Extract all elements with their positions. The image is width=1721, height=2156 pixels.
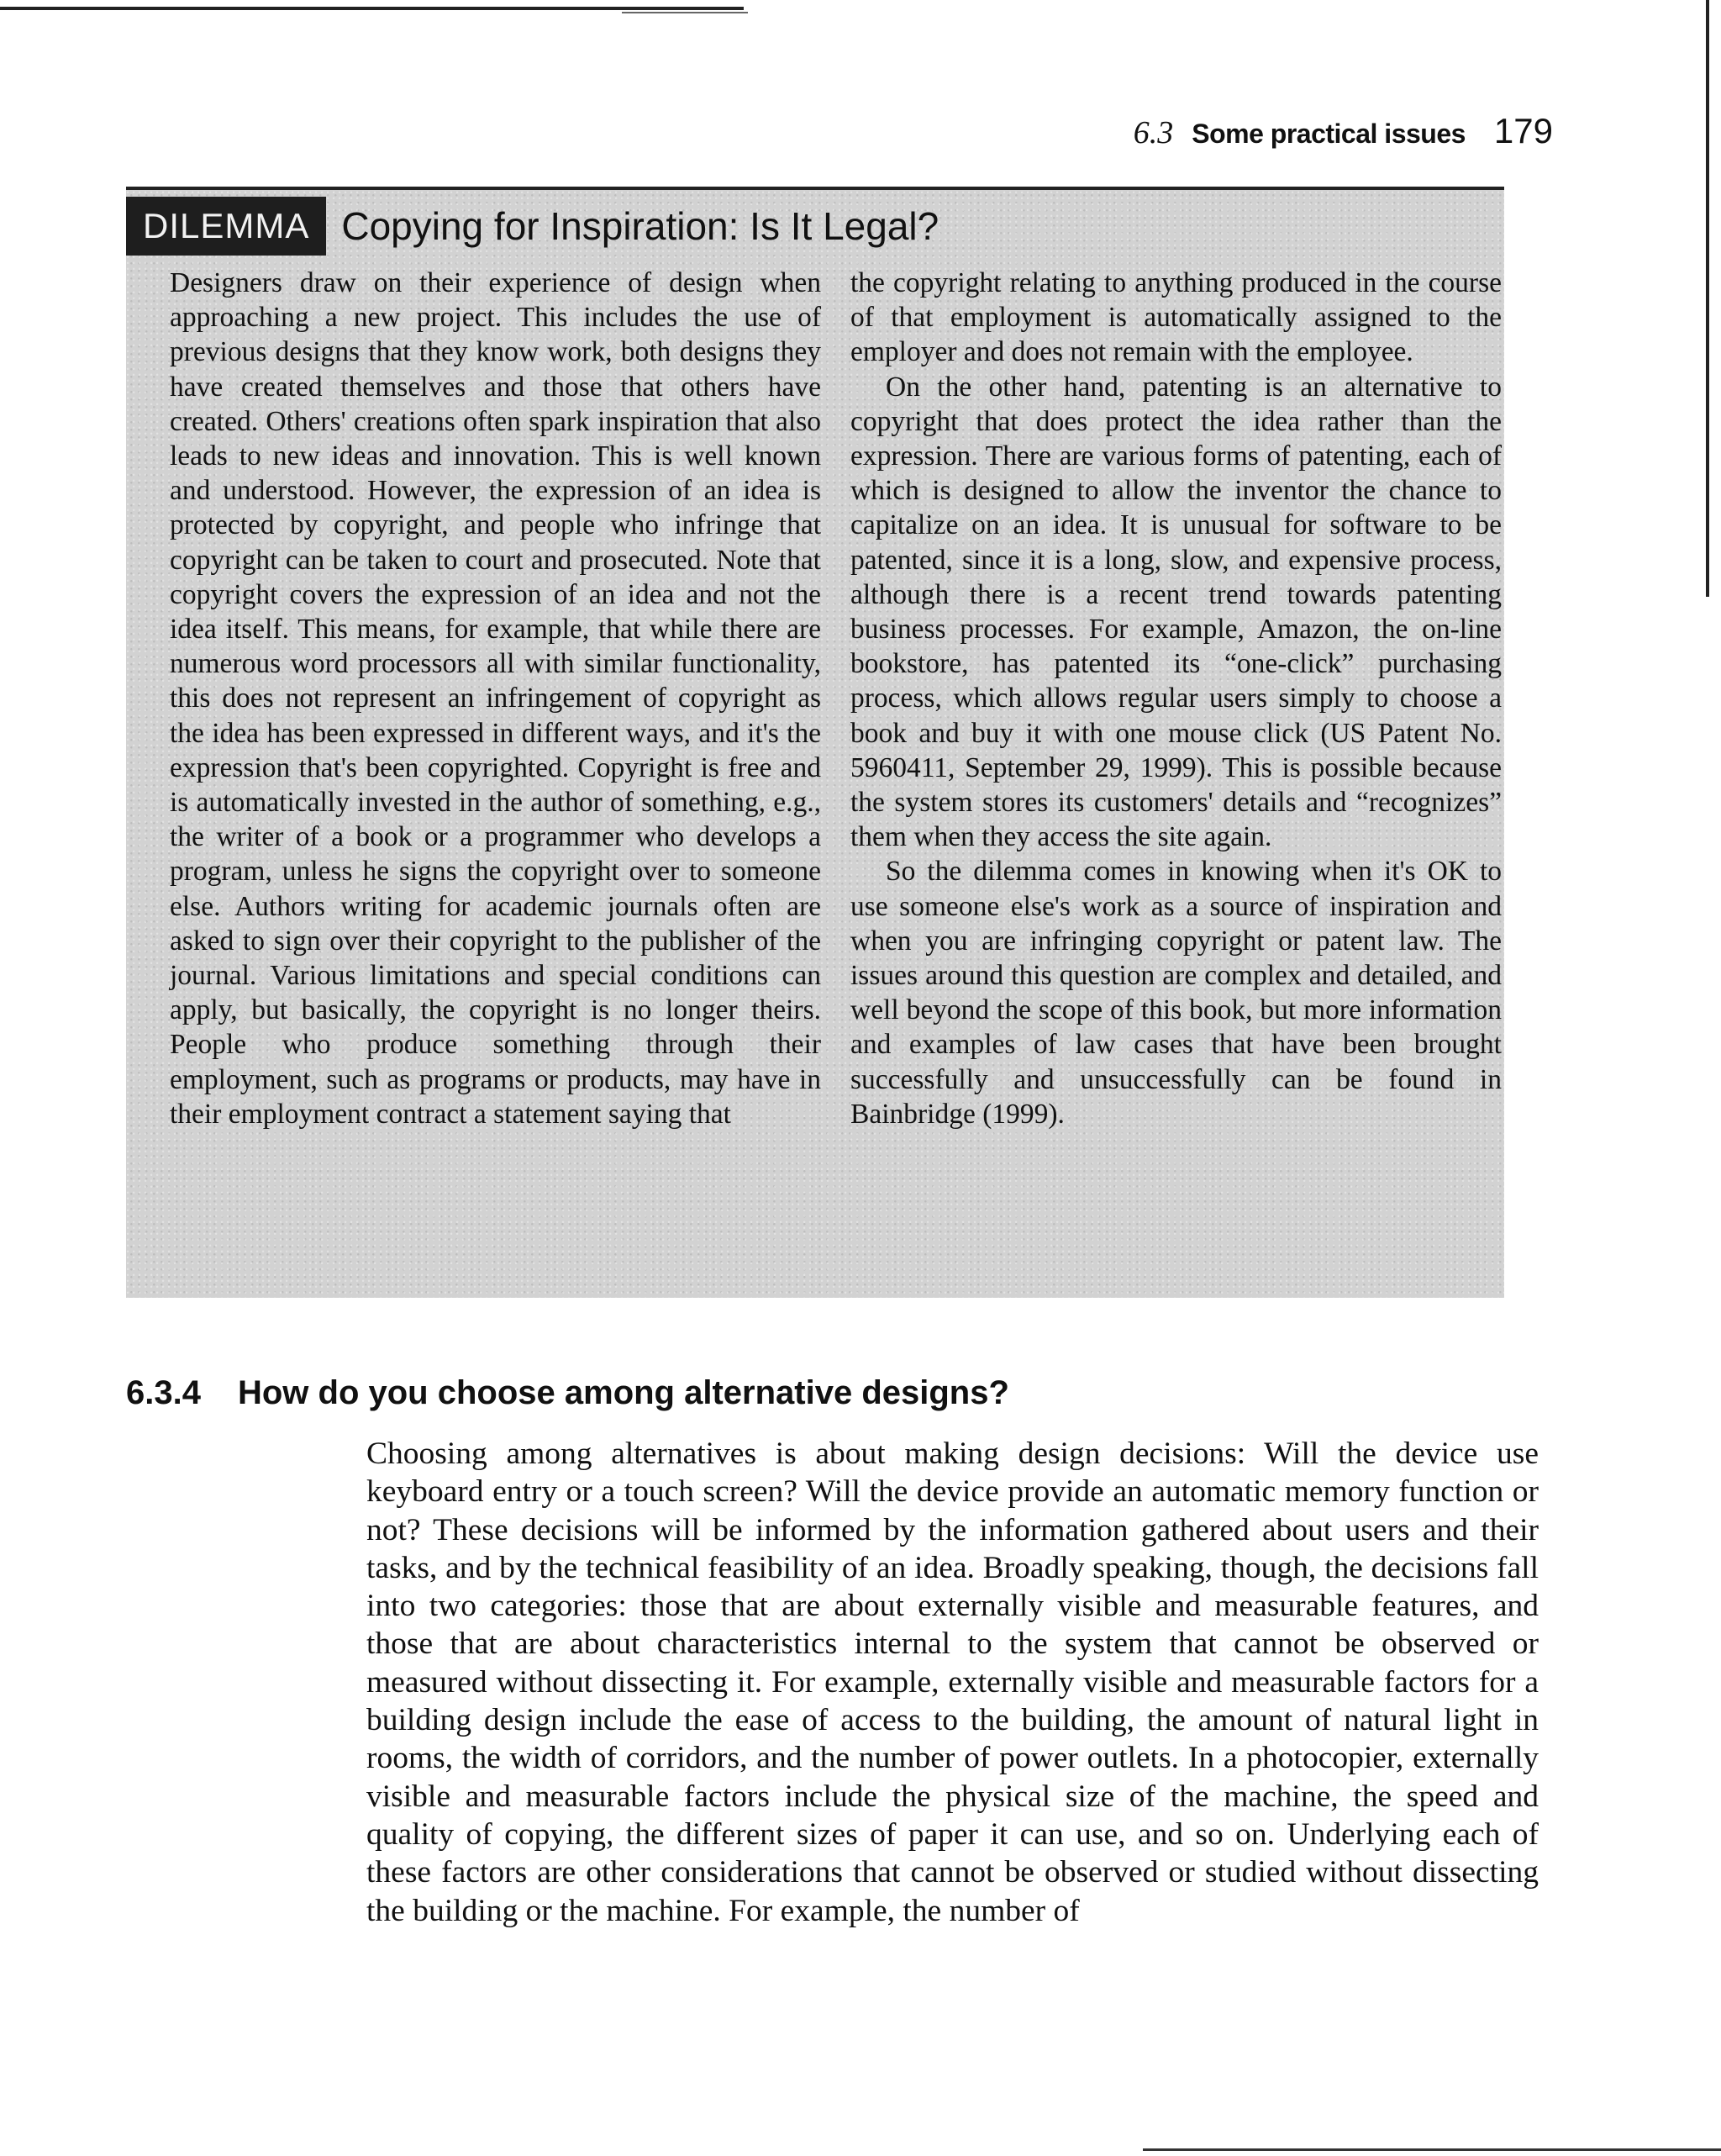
bottom-rule [1143,2148,1721,2151]
dilemma-title: Copying for Inspiration: Is It Legal? [341,204,939,248]
section-number: 6.3.4 [126,1374,201,1411]
dilemma-paragraph: Designers draw on their experience of design when approaching a new project. This includes the use of previous designs that they know work, both designs they have created themselves and those that others have created. Others' creations often spark inspiration that also leads to new ideas and innovation. This is well known and understood. However, the expression of an idea is protected by copyright, and people who infringe that copyright can be taken to court and prosecuted. Note that copyright covers the expression of an idea and not the idea itself. This means, for example, that while there are numerous word processors all with similar functionality, this does not represent an infringement of copyright as the idea has been expressed in different ways, and it's the expression that's been copyrighted. Copyright is free and is automatically invested in the author of something, e.g., the writer of a book or a programmer who develops a program, unless he signs the copyright over to someone else. Authors writing for academic journals often are asked to sign over their copyright to the publisher of the journal. Various limitations and special conditions can apply, but basically, the copyright is no longer theirs. People who produce something through their employment, such as programs or products, may have in their employment contract a statement saying that [170,267,821,1130]
side-rule [1706,0,1709,597]
section-heading [126,1374,1009,1412]
dilemma-paragraph: the copyright relating to anything produced in the course of that employment is automatically assigned to the employer and does not remain with the employee. [850,267,1502,368]
dilemma-paragraph: So the dilemma comes in knowing when it's OK to use someone else's work as a source of inspiration and when you are infringing copyright or patent law. The issues around this question are complex and detailed, and well beyond the scope of this book, but more information and examples of law cases that have been brought successfully and unsuccessfully can be found in Bainbridge (1999). [850,856,1502,1130]
section-title: How do you choose among alternative designs? [237,1374,1009,1411]
dilemma-tag: DILEMMA [126,197,326,256]
top-rule [0,7,744,10]
top-rule-thin [622,12,748,13]
section-body [366,1435,1539,1930]
dilemma-columns [170,266,1502,1131]
dilemma-header [126,197,939,256]
dilemma-right-column [850,266,1502,1131]
body-paragraph: Choosing among alternatives is about making design decisions: Will the device use keyboard entry or a touch screen? Will the device provide an automatic memory function or not? These decisions will be informed by the information gathered about users and their tasks, and by the technical feasibility of an idea. Broadly speaking, though, the decisions fall into two categories: those that are about externally visible and measurable features, and those that are about characteristics internal to the system that cannot be observed or measured without dissecting it. For example, externally visible and measurable factors for a building design include the ease of access to the building, the amount of natural light in rooms, the width of corridors, and the number of power outlets. In a photocopier, externally visible and measurable factors include the physical size of the machine, the speed and quality of copying, the different sizes of paper it can use, and so on. Underlying each of these factors are other considerations that cannot be observed or studied without dissecting the building or the machine. For example, the number of [366,1436,1539,1928]
dilemma-left-column [170,266,821,1131]
dilemma-box [126,190,1504,1298]
page-number: 179 [1493,111,1553,150]
running-head [1134,111,1553,161]
running-head-section-number: 6.3 [1133,115,1174,150]
running-head-section-title: Some practical issues [1192,119,1466,149]
dilemma-paragraph: On the other hand, patenting is an alternative to copyright that does protect the idea rather than the expression. There are various forms of patenting, each of which is designed to allow the inventor the chance to capitalize on an idea. It is unusual for software to be patented, since it is a long, slow, and expensive process, although there is a recent trend towards patenting business processes. For example, Amazon, the on-line bookstore, has patented its “one-click” purchasing process, which allows regular users simply to choose a book and buy it with one mouse click (US Patent No. 5960411, September 29, 1999). This is possible because the system stores its customers' details and “recognizes” them when they access the site again. [850,371,1502,853]
